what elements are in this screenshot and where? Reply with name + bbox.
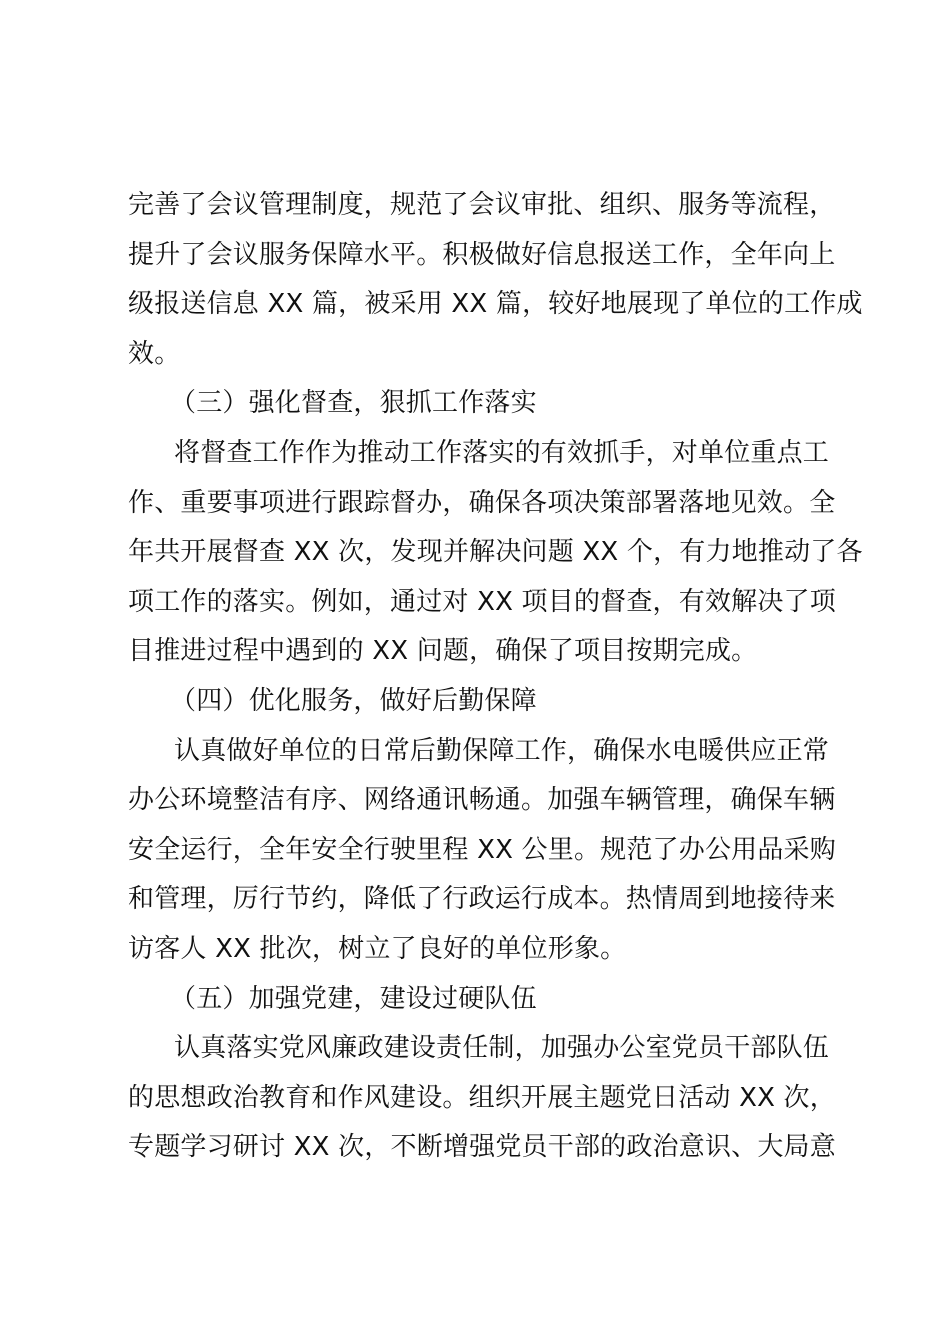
body-line: 项工作的落实。例如，通过对 XX 项目的督查，有效解决了项 xyxy=(128,586,836,617)
body-line: 提升了会议服务保障水平。积极做好信息报送工作，全年向上 xyxy=(128,239,836,270)
section-heading-5: （五）加强党建，建设过硬队伍 xyxy=(170,983,537,1014)
paragraph-first-line: 认真做好单位的日常后勤保障工作，确保水电暖供应正常 xyxy=(174,735,830,766)
body-line: 的思想政治教育和作风建设。组织开展主题党日活动 XX 次， xyxy=(128,1082,836,1113)
body-line: 专题学习研讨 XX 次，不断增强党员干部的政治意识、大局意 xyxy=(128,1132,836,1163)
section-heading-3: （三）强化督查，狠抓工作落实 xyxy=(170,388,537,419)
body-line: 访客人 XX 批次，树立了良好的单位形象。 xyxy=(128,933,627,964)
body-line: 安全运行，全年安全行驶里程 XX 公里。规范了办公用品采购 xyxy=(128,834,836,865)
body-line: 办公环境整洁有序、网络通讯畅通。加强车辆管理，确保车辆 xyxy=(128,785,836,816)
body-line: 完善了会议管理制度，规范了会议审批、组织、服务等流程， xyxy=(128,190,836,220)
document-body xyxy=(128,181,863,1173)
body-line: 目推进过程中遇到的 XX 问题，确保了项目按期完成。 xyxy=(128,636,758,667)
paragraph-first-line: 认真落实党风廉政建设责任制，加强办公室党员干部队伍 xyxy=(174,1033,830,1064)
paragraph-first-line: 将督查工作作为推动工作落实的有效抓手，对单位重点工 xyxy=(174,437,830,468)
body-line: 效。 xyxy=(128,338,181,369)
body-line: 级报送信息 XX 篇，被采用 XX 篇，较好地展现了单位的工作成 xyxy=(128,289,863,320)
body-line: 和管理，厉行节约，降低了行政运行成本。热情周到地接待来 xyxy=(128,884,836,915)
body-line: 年共开展督查 XX 次，发现并解决问题 XX 个，有力地推动了各 xyxy=(128,537,863,568)
body-line: 作、重要事项进行跟踪督办，确保各项决策部署落地见效。全 xyxy=(128,487,836,518)
section-heading-4: （四）优化服务，做好后勤保障 xyxy=(170,685,537,716)
